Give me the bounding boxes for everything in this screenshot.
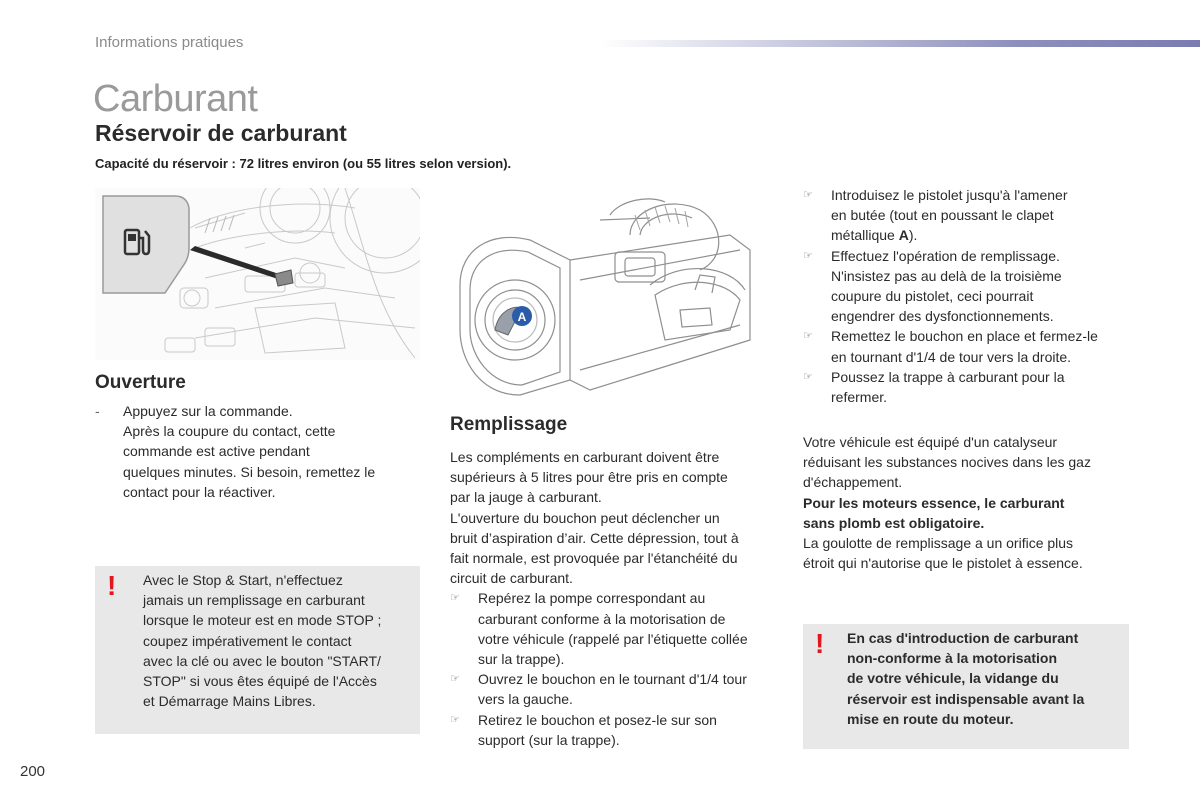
- bullet-line: Repérez la pompe correspondant au: [478, 590, 706, 607]
- remplissage-line: fait normale, est provoquée par l'étanchéité du: [450, 550, 738, 567]
- right-column-steps: [803, 185, 1143, 407]
- ouverture-instructions: [95, 401, 425, 502]
- dash-marker: -: [95, 403, 100, 419]
- bullet-line: Poussez la trappe à carburant pour la: [831, 368, 1065, 385]
- wrong-fuel-warning-box: [803, 624, 1129, 749]
- right-bullet: [803, 185, 1143, 246]
- warning-line: coupez impérativement le contact: [143, 632, 352, 649]
- right-bullet: [803, 246, 1143, 327]
- warning-line: et Démarrage Mains Libres.: [143, 693, 316, 710]
- remplissage-bullet: [450, 669, 785, 709]
- bullet-text: ).: [908, 227, 918, 244]
- bullet-line: Introduisez le pistolet jusqu'à l'amener: [831, 187, 1068, 203]
- nozzle-line: étroit qui n'autorise que le pistolet à essence.: [803, 555, 1083, 572]
- catalyst-notice: [803, 432, 1143, 573]
- catalyst-line: d'échappement.: [803, 474, 903, 491]
- nozzle-line: La goulotte de remplissage a un orifice plus: [803, 535, 1074, 552]
- section-title: Réservoir de carburant: [95, 120, 347, 146]
- remplissage-line: supérieurs à 5 litres pour être pris en compte: [450, 469, 728, 486]
- pointing-hand-icon: ☞: [803, 330, 813, 343]
- pointing-hand-icon: ☞: [450, 673, 460, 686]
- remplissage-line: Les compléments en carburant doivent être: [450, 449, 720, 465]
- callout-a-ref: A: [898, 227, 909, 244]
- callout-a-label: A: [517, 310, 527, 324]
- bullet-line: sur la trappe).: [478, 651, 565, 668]
- bullet-line: refermer.: [831, 389, 888, 406]
- right-bullet: [803, 367, 1143, 407]
- page-title: Carburant: [93, 78, 258, 120]
- dashboard-illustration: [95, 188, 420, 360]
- stop-start-warning-text: [143, 570, 418, 711]
- bullet-line: Retirez le bouchon et posez-le sur son: [478, 711, 717, 728]
- ouverture-line: commande est active pendant: [123, 443, 310, 460]
- warning-line: mise en route du moteur.: [847, 710, 1014, 727]
- ouverture-heading: Ouverture: [95, 372, 186, 393]
- bullet-line: Ouvrez le bouchon en le tournant d'1/4 tour: [478, 671, 747, 688]
- remplissage-line: circuit de carburant.: [450, 570, 573, 587]
- wrong-fuel-warning-text: [847, 628, 1125, 729]
- remplissage-heading: Remplissage: [450, 414, 568, 435]
- warning-line: avec la clé ou avec le bouton "START/: [143, 652, 381, 669]
- bullet-line: coupure du pistolet, ceci pourrait: [831, 288, 1034, 305]
- ouverture-line: Après la coupure du contact, cette: [123, 423, 336, 440]
- warning-line: jamais un remplissage en carburant: [143, 592, 365, 609]
- remplissage-bullet: [450, 710, 785, 750]
- ouverture-line: Appuyez sur la commande.: [123, 403, 293, 419]
- unleaded-required-line: sans plomb est obligatoire.: [803, 514, 985, 531]
- warning-line: de votre véhicule, la vidange du: [847, 670, 1059, 687]
- tank-capacity: Capacité du réservoir : 72 litres environ (ou 55 litres selon version).: [95, 156, 512, 171]
- remplissage-line: par la jauge à carburant.: [450, 489, 602, 506]
- unleaded-required-line: Pour les moteurs essence, le carburant: [803, 494, 1065, 511]
- bullet-line: en butée (tout en poussant le clapet: [831, 207, 1054, 224]
- remplissage-text: [450, 447, 785, 750]
- pointing-hand-icon: ☞: [803, 370, 813, 383]
- pointing-hand-icon: ☞: [450, 592, 460, 605]
- fuel-cap-drawing: [450, 190, 780, 400]
- warning-line: STOP" si vous êtes équipé de l'Accès: [143, 673, 377, 690]
- stop-start-warning-box: [95, 566, 420, 734]
- bullet-line: N'insistez pas au delà de la troisième: [831, 267, 1062, 284]
- bullet-line: engendrer des dysfonctionnements.: [831, 308, 1054, 325]
- ouverture-line: quelques minutes. Si besoin, remettez le: [123, 463, 376, 480]
- remplissage-line: L'ouverture du bouchon peut déclencher un: [450, 509, 720, 526]
- ouverture-line: contact pour la réactiver.: [123, 483, 276, 500]
- warning-line: non-conforme à la motorisation: [847, 650, 1058, 667]
- warning-line: En cas d'introduction de carburant: [847, 630, 1079, 646]
- pointing-hand-icon: ☞: [803, 249, 813, 262]
- warning-icon: !: [107, 570, 117, 601]
- bullet-line: en tournant d'1/4 de tour vers la droite.: [831, 348, 1072, 365]
- dashboard-drawing: [95, 188, 420, 360]
- page-number: 200: [20, 763, 46, 780]
- section-label: Informations pratiques: [95, 34, 244, 51]
- right-bullet: [803, 326, 1143, 366]
- warning-icon: !: [815, 628, 825, 659]
- bullet-line: votre véhicule (rappelé par l'étiquette collée: [478, 630, 748, 647]
- fuel-cap-illustration: [450, 190, 780, 400]
- pointing-hand-icon: ☞: [450, 713, 460, 726]
- warning-line: réservoir est indispensable avant la: [847, 690, 1085, 707]
- bullet-line: vers la gauche.: [478, 691, 573, 708]
- remplissage-line: bruit d’aspiration d’air. Cette dépression, tout à: [450, 529, 739, 546]
- bullet-line: carburant conforme à la motorisation de: [478, 610, 726, 627]
- bullet-line: support (sur la trappe).: [478, 731, 620, 748]
- pointing-hand-icon: ☞: [803, 189, 813, 201]
- warning-line: Avec le Stop & Start, n'effectuez: [143, 572, 343, 588]
- bullet-text: métallique: [831, 227, 899, 244]
- bullet-line: Effectuez l'opération de remplissage.: [831, 247, 1060, 264]
- catalyst-line: réduisant les substances nocives dans les gaz: [803, 454, 1091, 471]
- remplissage-bullet: [450, 588, 785, 669]
- catalyst-line: Votre véhicule est équipé d'un catalyseur: [803, 434, 1058, 450]
- bullet-line: [831, 225, 1143, 245]
- bullet-line: Remettez le bouchon en place et fermez-le: [831, 328, 1098, 345]
- warning-line: lorsque le moteur est en mode STOP ;: [143, 612, 382, 629]
- header-gradient-bar: [600, 40, 1200, 47]
